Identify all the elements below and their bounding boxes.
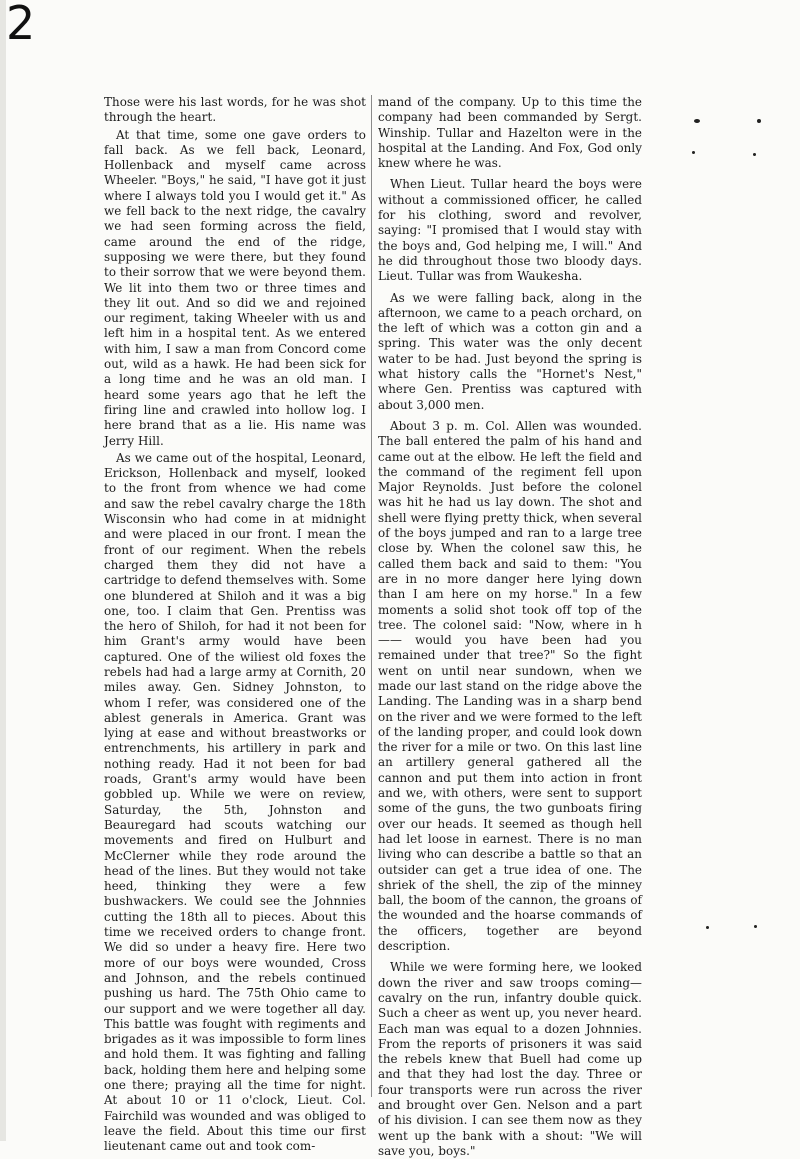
right-paragraph-2: When Lieut. Tullar heard the boys were without a commissioned officer, he called for his clothing, sword and revolver, saying: "I promised that I would stay with the boys and, God helping me, I will." And he did throughout those two bloody days. Lieut. Tullar was from Waukesha. (378, 177, 642, 284)
scan-speck (754, 925, 757, 928)
left-paragraph-1: Those were his last words, for he was shot through the heart. (104, 95, 366, 125)
scan-speck (706, 926, 709, 929)
right-paragraph-4: About 3 p. m. Col. Allen was wounded. The ball entered the palm of his hand and came out at the elbow. He left the field and the command of the regiment fell upon Major Reynolds. Just before the colonel was hit he had us lay down. The shot and shell were flying pretty thick, when several of the boys jumped and ran to a large tree close by. When the colonel saw this, he called them back and said to them: "You are in no more danger here lying down than I am here on my horse." In a few moments a solid shot took off top of the tree. The colonel said: "Now, where in h—— would you have been had you remained under that tree?" So the fight went on until near sundown, when we made our last stand on the ridge above the Landing. The Landing was in a sharp bend on the river and we were formed to the left of the landing proper, and could look down the river for a mile or two. On this last line an artillery general gathered all the cannon and put them into action in front and we, with others, were sent to support some of the guns, the two gunboats firing over our heads. It seemed as though hell had let loose in earnest. There is no man living who can describe a battle so that an outsider can get a true idea of one. The shriek of the shell, the zip of the minney ball, the boom of the cannon, the groans of the wounded and the hoarse commands of the officers, together are beyond description. (378, 418, 642, 954)
right-paragraph-3: As we were falling back, along in the afternoon, we came to a peach orchard, on the left of which was a cotton gin and a spring. This water was the only decent water to be had. Just beyond the spring is what history calls the "Hornet's Nest," where Gen. Prentiss was captured with about 3,000 men. (378, 290, 642, 412)
left-paragraph-2: At that time, some one gave orders to fall back. As we fell back, Leonard, Hollenback and myself came across Wheeler. "Boys," he said, "I have got it just where I always told you I would get it." As we fell back to the next ridge, the cavalry we had seen forming across the field, came around the end of the ridge, supposing we were there, but they found to their sorrow that we were beyond them. We lit into them two or three times and they lit out. And so did we and rejoined our regiment, taking Wheeler with us and left him in a hospital tent. As we entered with him, I saw a man from Concord come out, wild as a hawk. He had been sick for a long time and he was an old man. I heard some years ago that he left the firing line and crawled into hollow log. I here brand that as a lie. His name was Jerry Hill. (104, 127, 366, 448)
scan-speck (694, 119, 700, 123)
column-divider (371, 95, 372, 1097)
page-number: 2 (6, 0, 36, 50)
left-paragraph-3: As we came out of the hospital, Leonard, Erickson, Hollenback and myself, looked to the front from whence we had come and saw the rebel cavalry charge the 18th Wisconsin who had come in at midnight and were placed in our front. I mean the front of our regiment. When the rebels charged them they did not have a cartridge to defend themselves with. Some one blundered at Shiloh and it was a big one, too. I claim that Gen. Prentiss was the hero of Shiloh, for had it not been for him Grant's army would have been captured. One of the wiliest old foxes the rebels had had a large army at Cornith, 20 miles away. Gen. Sidney Johnston, to whom I refer, was considered one of the ablest generals in America. Grant was lying at ease and without breastworks or entrenchments, his artillery in park and nothing ready. Had it not been for bad roads, Grant's army would have been gobbled up. While we were on review, Saturday, the 5th, Johnston and Beauregard had scouts watching our movements and fired on Hulburt and McClerner while they rode around the head of the lines. But they would not take heed, thinking they were a few bushwackers. We could see the Johnnies cutting the 18th all to pieces. About this time we received orders to change front. We did so under a heavy fire. Here two more of our boys were wounded, Cross and Johnson, and the rebels continued pushing us hard. The 75th Ohio came to our support and we were together all day. This battle was fought with regiments and brigades as it was impossible to form lines and hold them. It was fighting and falling back, holding them here and helping some one there; praying all the time for night. At about 10 or 11 o'clock, Lieut. Col. Fairchild was wounded and was obliged to leave the field. About this time our first lieutenant came out and took com- (104, 450, 366, 1154)
scan-speck (757, 119, 761, 123)
scan-speck (753, 153, 756, 156)
right-column (378, 95, 642, 1159)
scan-speck (692, 151, 695, 154)
right-paragraph-1: mand of the company. Up to this time the company had been commanded by Sergt. Winship. Tullar and Hazelton were in the hospital at the Landing. And Fox, God only knew where he was. (378, 95, 642, 171)
left-column (104, 95, 366, 1154)
right-paragraph-5: While we were forming here, we looked down the river and saw troops coming—cavalry on the run, infantry double quick. Such a cheer as went up, you never heard. Each man was equal to a dozen Johnnies. From the reports of prisoners it was said the rebels knew that Buell had come up and that they had lost the day. Three or four transports were run across the river and brought over Gen. Nelson and a part of his division. I can see them now as they went up the bank with a shout: "We will save you, boys." (378, 960, 642, 1158)
